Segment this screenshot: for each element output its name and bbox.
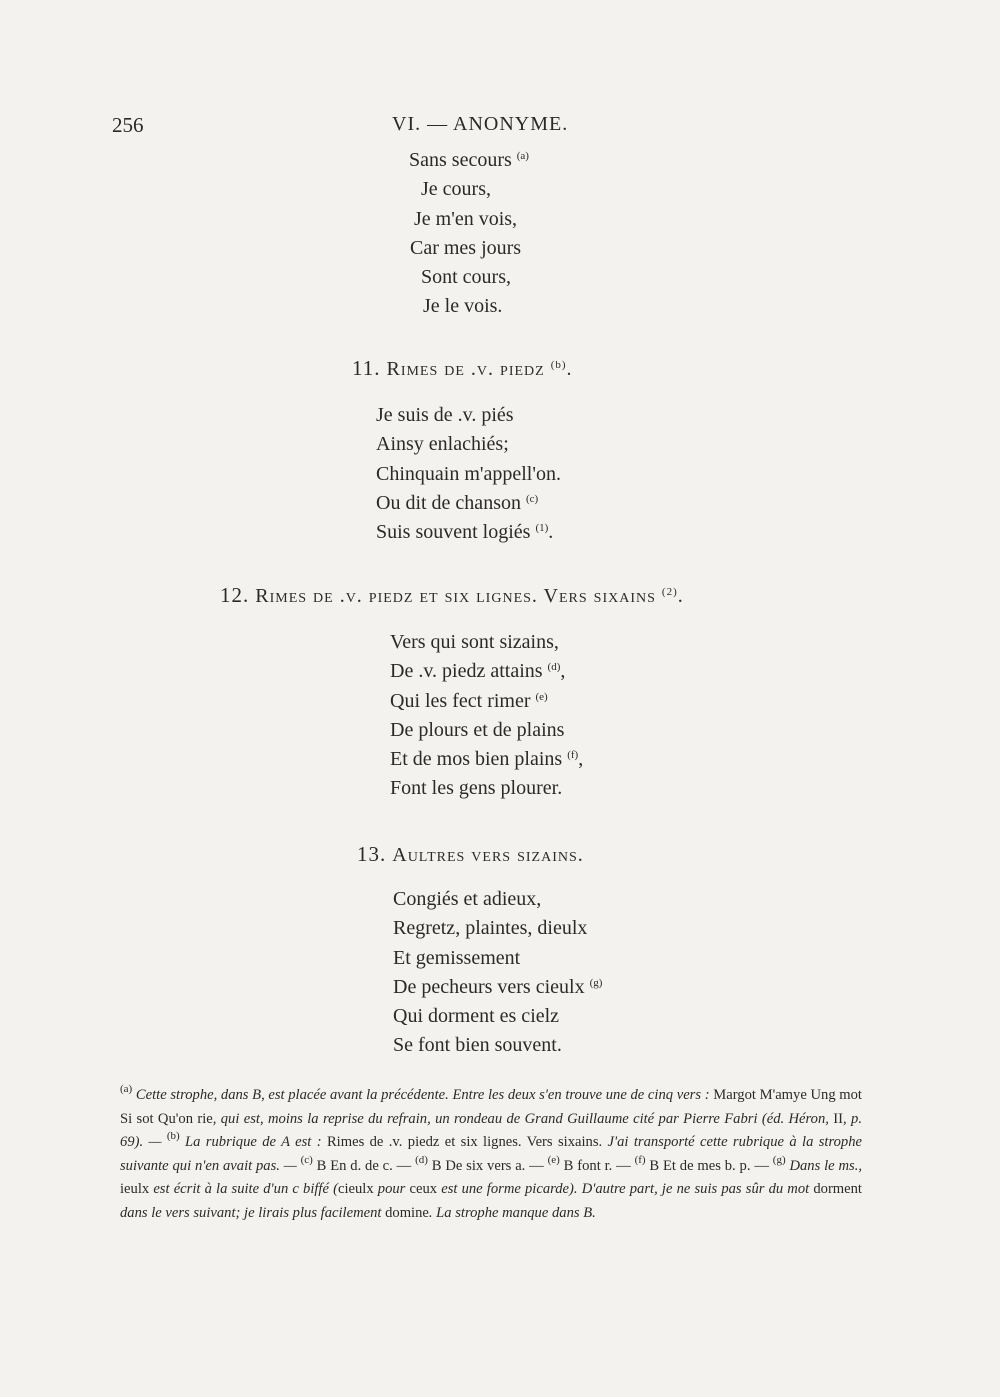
verse-line: Chinquain m'appell'on. (376, 462, 561, 485)
verse-line: Regretz, plaintes, dieulx (393, 917, 588, 940)
verse-line: Je m'en vois, (414, 207, 518, 230)
verse-line: Se font bien souvent. (393, 1034, 562, 1057)
section-number: 13. (357, 842, 387, 866)
verse-line: Et gemissement (393, 946, 521, 969)
verse-line: De .v. piedz attains $^{(d)}$, (390, 660, 566, 683)
section-title: Aultres vers sizains. (392, 844, 584, 866)
running-head: VI. — ANONYME. (392, 113, 569, 135)
footnote-ref[interactable]: (c) (525, 492, 539, 505)
footnote-ref[interactable]: (a) (516, 150, 529, 162)
section-title: Rimes de .v. piedz (386, 358, 545, 380)
verse-line: Je suis de .v. piés (376, 404, 514, 426)
footnote-marker: (f) (634, 1153, 646, 1166)
section-heading-13 (357, 842, 584, 867)
section-heading-11: 11. Rimes de .v. piedz $^{(b)}$. (352, 356, 573, 380)
verse-line: Et de mos bien plains $^{(f)}$, (390, 748, 584, 771)
stanza-continuation (409, 146, 529, 322)
verse-line: Font les gens plourer. (390, 777, 563, 800)
footnote-ref[interactable]: (e) (535, 690, 548, 703)
footnote-ref[interactable]: (g) (589, 976, 603, 989)
section-number: 11. (352, 356, 381, 380)
verse-line: Sans secours $^{(a)}$ (409, 149, 529, 171)
section-heading-12: 12. Rimes de .v. piedz et six lignes. Vers sixains $^{(2)}$. (220, 583, 684, 607)
verse-line: Qui les fect rimer $^{(e)}$ (390, 689, 548, 712)
verse-line: Qui dorment es cielz (393, 1005, 560, 1028)
footnote-marker: (e) (547, 1153, 560, 1166)
footnote-marker: (g) (772, 1153, 786, 1166)
verse-line: Ainsy enlachiés; (376, 433, 509, 456)
verse-line: De plours et de plains (390, 718, 565, 741)
footnote-marker: (c) (300, 1153, 313, 1166)
footnote-marker: (d) (415, 1153, 428, 1166)
footnote-marker: (b) (166, 1130, 180, 1142)
verse-line: Car mes jours (410, 236, 522, 259)
verse-line: Congiés et adieux, (393, 888, 542, 910)
page-number: 256 (112, 113, 144, 137)
verse-line: Sont cours, (421, 266, 511, 289)
verse-line: Je le vois. (423, 295, 503, 318)
footnote-marker: (a) (120, 1083, 133, 1095)
footnotes: $^{(a)}$ Cette strophe, dans B, est placée avant la précédente. Entre les deux s'en trouve une de cinq vers : Margot M'amye Ung mot Si sot Qu'on rie, qui est, moins la reprise du refrain, un rondeau de Grand Guillaume cité par Pierre Fabri (éd. Héron, II, p. 69). — $^{(b)}$ La rubrique de A est : Rimes de .v. piedz et six lignes. Vers sixains. J'ai transporté cette rubrique à la strophe suivante qui n'en avait pas. — $^{(c)}$ B En d. de c. — $^{(d)}$ B De six vers a. — $^{(e)}$ B font r. — $^{(f)}$ B Et de mes b. p. — $^{(g)}$ Dans le ms., ieulx est écrit à la suite d'un c biffé (cieulx pour ceux est une forme picarde). D'autre part, je ne suis pas sûr du mot dorment dans le vers suivant; je lirais plus facilement domine. La strophe manque dans B. (120, 1083, 862, 1221)
stanza-13 (393, 885, 602, 1061)
footnote-ref[interactable]: (2) (661, 586, 678, 598)
section-number: 12. (220, 583, 250, 607)
verse-line: Suis souvent logiés $^{(1)}$. (376, 521, 554, 544)
footnote-ref[interactable]: (b) (550, 359, 567, 371)
stanza-12 (390, 628, 583, 804)
footnote-ref[interactable]: (f) (567, 749, 579, 762)
verse-line: Vers qui sont sizains, (390, 631, 559, 653)
verse-line: Ou dit de chanson $^{(c)}$ (376, 491, 539, 514)
verse-line: Je cours, (421, 178, 491, 201)
verse-line: De pecheurs vers cieulx $^{(g)}$ (393, 975, 603, 998)
stanza-11 (376, 401, 561, 547)
footnote-ref[interactable]: (1) (535, 522, 549, 535)
section-title: Rimes de .v. piedz et six lignes. Vers sixains (255, 585, 656, 607)
footnote-ref[interactable]: (d) (547, 661, 561, 674)
